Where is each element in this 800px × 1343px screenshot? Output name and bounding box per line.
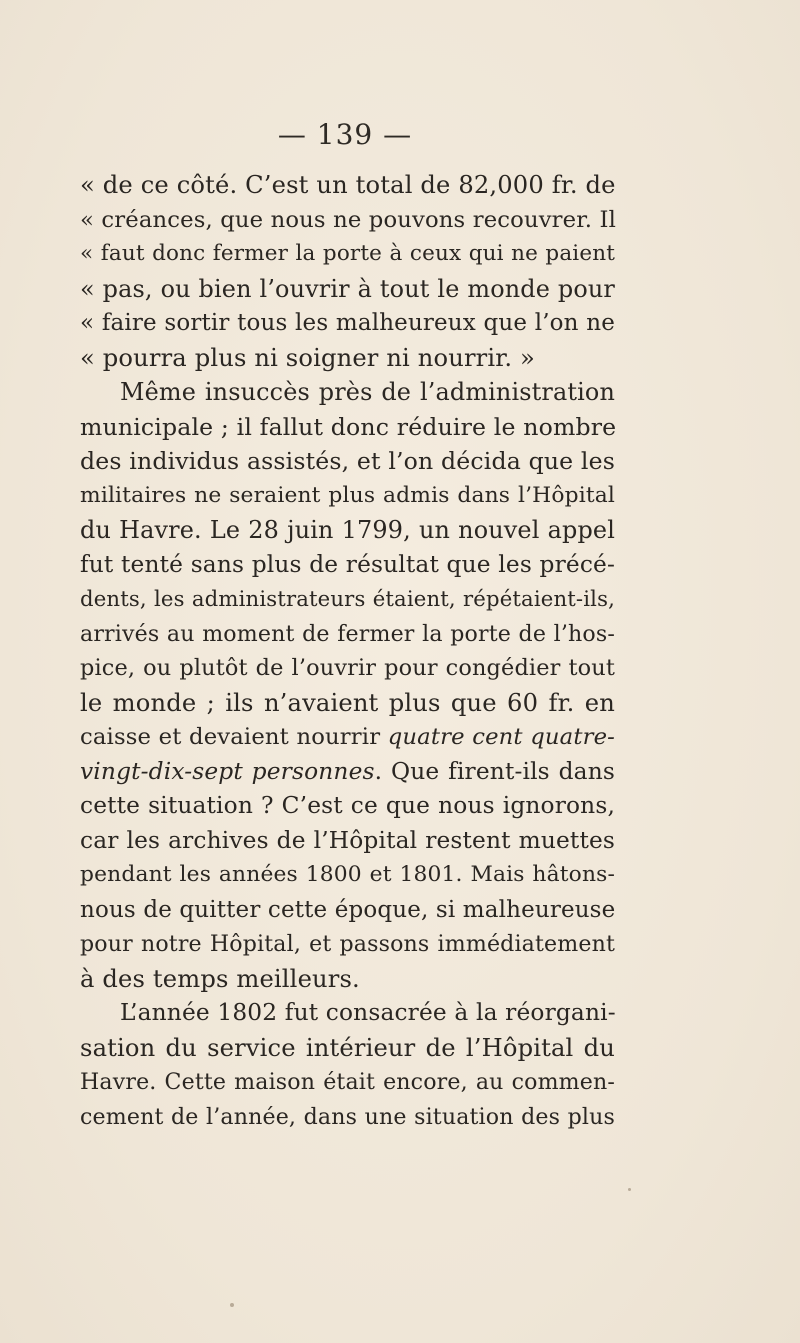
text-segment: L’année 1802 fut consacrée à la réorgani- [120, 999, 616, 1026]
paper-speck [628, 1188, 631, 1191]
text-segment: nous de quitter cette époque, si malheureuse [80, 896, 616, 923]
text-line [80, 410, 615, 445]
text-line [80, 513, 615, 548]
text-segment: « faut donc fermer la porte à ceux qui ne paient [80, 241, 615, 266]
text-segment: du Havre. Le 28 juin 1799, un nouvel appel [80, 516, 615, 544]
text-line [80, 720, 615, 755]
text-line [80, 824, 615, 859]
text-segment: pour notre Hôpital, et passons immédiatement [80, 931, 615, 957]
text-line [80, 306, 615, 341]
text-segment: « pas, ou bien l’ouvrir à tout le monde pour [80, 274, 615, 303]
text-segment: à des temps meilleurs. [80, 964, 360, 993]
text-line [80, 444, 615, 479]
text-line [80, 168, 615, 203]
text-line [80, 237, 615, 272]
italic-text-segment: vingt-dix-sept personnes [80, 757, 375, 785]
text-line [80, 1031, 615, 1066]
text-segment: cette situation ? C’est ce que nous ignorons, [80, 792, 615, 819]
text-line [80, 1065, 615, 1100]
text-line [80, 686, 615, 721]
text-line [80, 893, 615, 928]
text-segment: « créances, que nous ne pouvons recouvrer. Il [80, 206, 616, 233]
text-segment: pice, ou plutôt de l’ouvrir pour congédier tout [80, 655, 615, 681]
paper-speck [230, 1303, 234, 1307]
text-segment: pendant les années 1800 et 1801. Mais hâtons- [80, 862, 615, 887]
text-line [80, 548, 615, 583]
text-segment: Havre. Cette maison était encore, au commen- [80, 1069, 615, 1095]
text-segment: municipale ; il fallut donc réduire le nombre [80, 412, 617, 441]
text-line [80, 272, 615, 307]
text-segment: le monde ; ils n’avaient plus que 60 fr. en [80, 688, 615, 717]
text-segment: car les archives de l’Hôpital restent muettes [80, 826, 615, 854]
text-segment: . Que firent-ils dans [374, 757, 615, 785]
text-line [80, 996, 615, 1031]
text-line [80, 617, 615, 652]
page-number: — 139 — [277, 118, 413, 151]
text-segment: dents, les administrateurs étaient, répétaient-ils, [80, 586, 615, 611]
text-line [80, 479, 615, 514]
text-line [80, 651, 615, 686]
text-line [80, 755, 615, 790]
text-line [80, 582, 615, 617]
text-line [80, 858, 615, 893]
text-segment: militaires ne seraient plus admis dans l’Hôpital [80, 482, 615, 508]
text-line [80, 203, 615, 238]
text-segment: « de ce côté. C’est un total de 82,000 fr. de [80, 171, 616, 199]
text-line [80, 927, 615, 962]
text-line [80, 375, 615, 410]
text-segment: « pourra plus ni soigner ni nourrir. » [80, 343, 535, 372]
text-segment: arrivés au moment de fermer la porte de l’hos- [80, 620, 615, 647]
body-text [80, 168, 615, 1134]
text-segment: fut tenté sans plus de résultat que les précé- [80, 550, 615, 578]
text-line [80, 341, 615, 376]
text-segment: Même insuccès près de l’administration [120, 378, 615, 406]
text-segment: « faire sortir tous les malheureux que l’on ne [80, 310, 615, 336]
text-segment: sation du service intérieur de l’Hôpital du [80, 1033, 615, 1062]
text-line [80, 1100, 615, 1135]
italic-text-segment: quatre cent quatre- [387, 724, 615, 750]
text-line [80, 962, 615, 997]
text-segment: caisse et devaient nourrir [80, 724, 388, 750]
text-line [80, 789, 615, 824]
text-segment: des individus assistés, et l’on décida que les [80, 447, 615, 475]
text-segment: cement de l’année, dans une situation des plus [80, 1103, 615, 1130]
